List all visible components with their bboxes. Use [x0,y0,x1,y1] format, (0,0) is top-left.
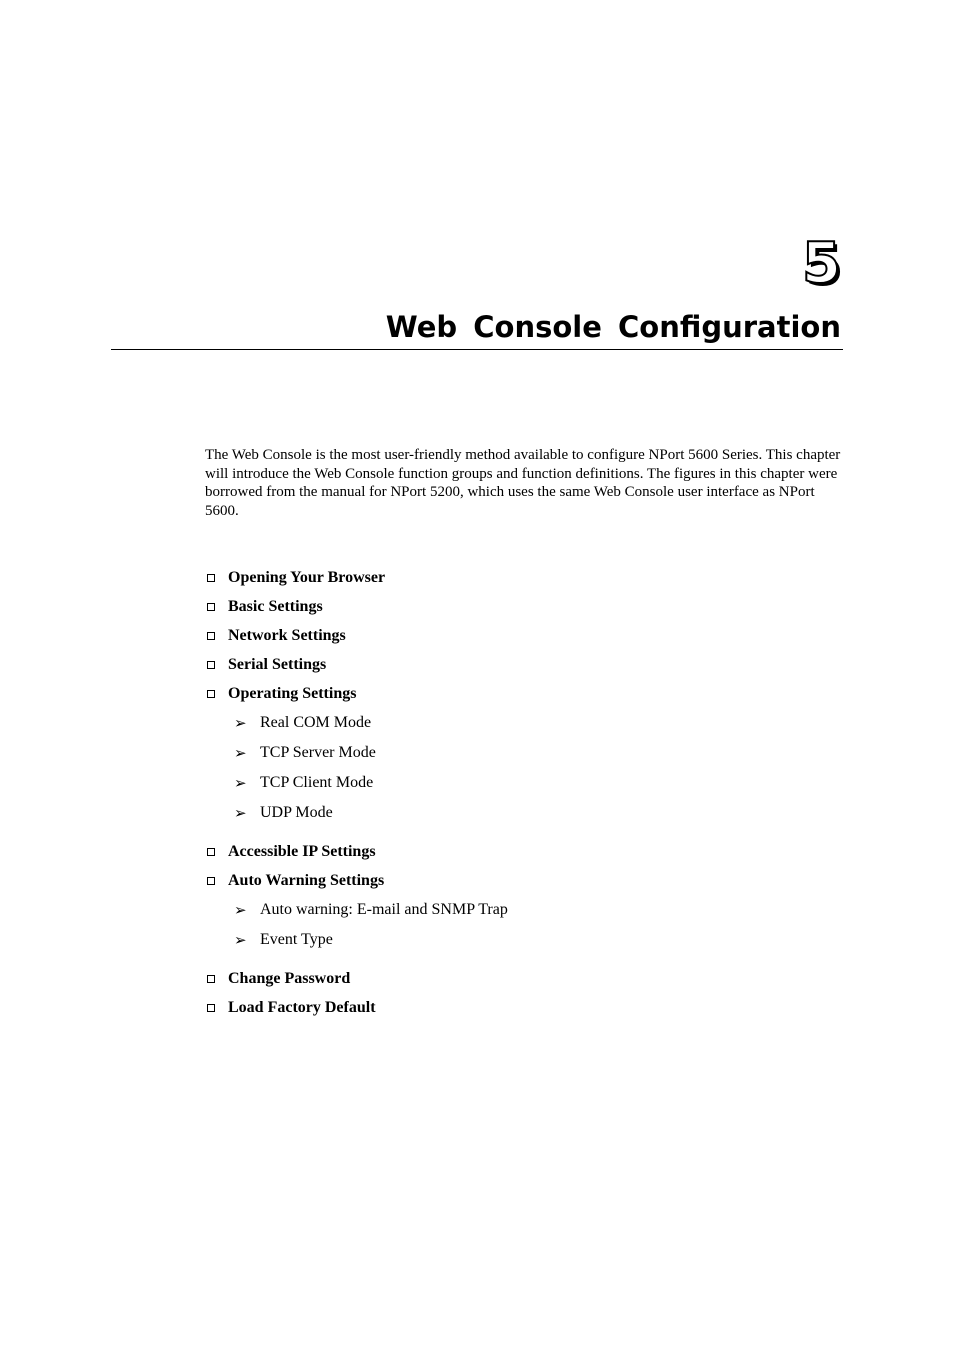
subtopic-item [205,740,845,770]
topic-item [205,652,845,681]
topic-label: Opening Your Browser [228,569,386,586]
topic-label: Basic Settings [228,598,323,615]
subtopic-item [205,770,845,800]
topic-item [205,966,845,995]
square-bullet-icon [207,877,215,885]
topic-label: Accessible IP Settings [228,843,376,860]
subtopic-label: Event Type [260,931,333,948]
topic-item [205,839,845,868]
chapter-number: 5 [802,231,841,296]
subtopic-label: Real COM Mode [260,714,372,731]
subtopic-label: TCP Server Mode [260,744,376,761]
subtopic-item [205,897,845,927]
subtopic-item [205,927,845,957]
topic-item [205,995,845,1024]
title-rule [111,349,843,350]
chapter-topic-list [205,565,845,1024]
arrow-bullet-icon: ➢ [234,804,247,822]
topic-label: Auto Warning Settings [228,872,385,889]
topic-label: Change Password [228,970,351,987]
arrow-bullet-icon: ➢ [234,774,247,792]
chapter-title: Web Console Configuration [385,310,841,344]
square-bullet-icon [207,632,215,640]
topic-label: Serial Settings [228,656,327,673]
arrow-bullet-icon: ➢ [234,714,247,732]
arrow-bullet-icon: ➢ [234,931,247,949]
topic-label: Load Factory Default [228,999,376,1016]
topic-label: Operating Settings [228,685,357,702]
subtopic-item [205,710,845,740]
subtopic-label: TCP Client Mode [260,774,374,791]
subtopic-label: UDP Mode [260,804,333,821]
subtopic-item [205,800,845,830]
topic-item [205,868,845,897]
square-bullet-icon [207,975,215,983]
arrow-bullet-icon: ➢ [234,744,247,762]
topic-label: Network Settings [228,627,346,644]
square-bullet-icon [207,603,215,611]
square-bullet-icon [207,690,215,698]
square-bullet-icon [207,574,215,582]
topic-item [205,623,845,652]
topic-item [205,681,845,710]
intro-paragraph: The Web Console is the most user-friendly method available to configure NPort 5600 Series. This chapter will introduce the Web Console function groups and function definitions. The figures in this chapter were borrowed from the manual for NPort 5200, which uses the same Web Console user interface as NPort 5600. [205,447,841,519]
topic-item [205,594,845,623]
topic-item [205,565,845,594]
square-bullet-icon [207,848,215,856]
arrow-bullet-icon: ➢ [234,901,247,919]
square-bullet-icon [207,1004,215,1012]
subtopic-label: Auto warning: E-mail and SNMP Trap [260,901,508,918]
square-bullet-icon [207,661,215,669]
